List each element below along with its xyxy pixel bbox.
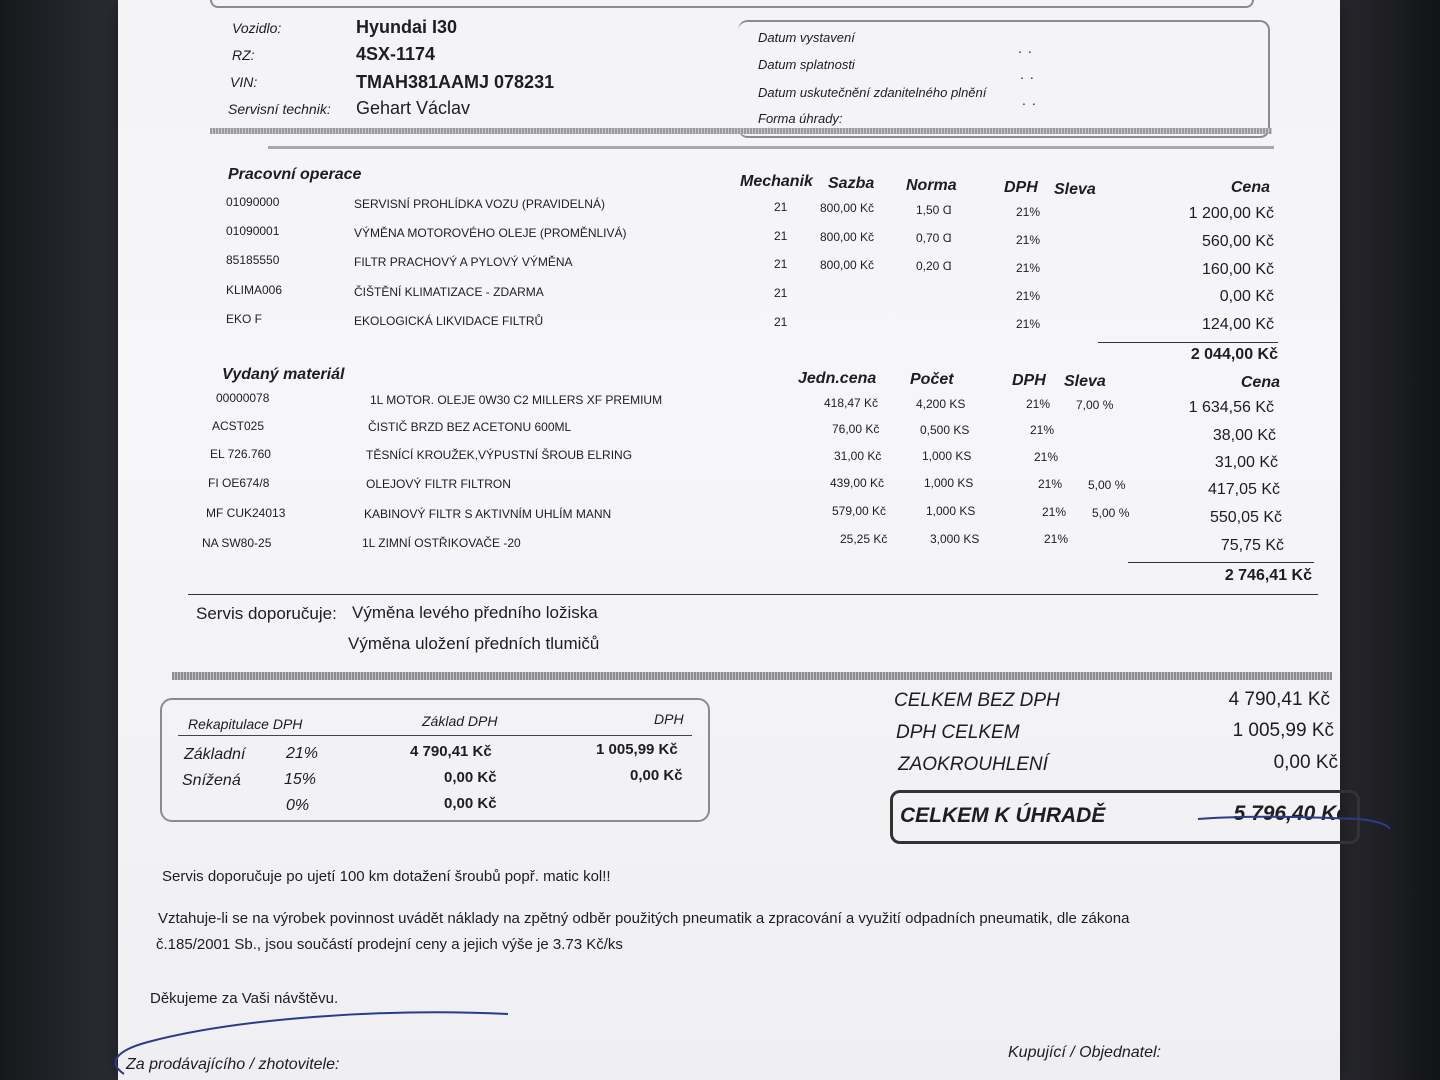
material-total: 2 746,41 Kč [1224,567,1312,584]
material-row-desc: ČISTIČ BRZD BEZ ACETONU 600ML [368,420,572,434]
recommend-line-2: Výměna uložení předních tlumičů [348,634,600,653]
total-due-value: 5 796,40 Kč [1233,802,1348,825]
material-row-unit-price: 31,00 Kč [834,449,882,463]
vat-row-base: 0,00 Kč [444,769,497,786]
work-row-code: 01090000 [226,195,280,209]
material-row-qty: 0,500 KS [920,423,970,437]
section-rule-work [268,146,1274,149]
material-row-price: 38,00 Kč [1212,427,1276,444]
work-row-code: 01090001 [226,224,280,238]
material-row-qty: 1,000 KS [924,476,974,490]
material-row-unit-price: 25,25 Kč [840,532,888,546]
vehicle-name: Hyundai I30 [356,17,458,37]
recommend-line-1: Výměna levého předního ložiska [352,603,598,622]
work-header-vat: DPH [1004,179,1038,196]
vat-row-base: 4 790,41 Kč [410,743,492,760]
material-row-discount: 5,00 % [1088,478,1126,492]
work-row-norm: 1,50 Ɑ [916,203,952,217]
material-row-code: NA SW80-25 [202,536,272,550]
material-row-unit-price: 439,00 Kč [830,476,885,490]
top-frame [210,0,1254,8]
work-row-vat: 21% [1016,261,1041,275]
work-row-desc: EKOLOGICKÁ LIKVIDACE FILTRŮ [354,314,544,328]
material-header-qty: Počet [910,371,954,388]
material-row-vat: 21% [1026,397,1051,411]
recommend-rule [188,594,1318,595]
technician-name: Gehart Václav [356,98,471,118]
material-row-desc: TĚSNÍCÍ KROUŽEK,VÝPUSTNÍ ŠROUB ELRING [366,448,633,462]
work-header-price: Cena [1230,179,1270,196]
vat-summary-title: Rekapitulace DPH [188,716,303,732]
material-header-unit: Jedn.cena [798,370,877,387]
summary-rule [172,672,1332,680]
material-header-discount: Sleva [1064,373,1106,390]
material-row-price: 75,75 Kč [1220,537,1284,554]
material-row-qty: 4,200 KS [916,397,966,411]
vat-summary-header-rule [178,735,692,736]
work-row-desc: SERVISNÍ PROHLÍDKA VOZU (PRAVIDELNÁ) [354,197,605,211]
material-row-unit-price: 579,00 Kč [832,504,887,518]
material-row-vat: 21% [1044,532,1069,546]
work-row-desc: ČIŠTĚNÍ KLIMATIZACE - ZDARMA [354,285,544,299]
material-row-code: 00000078 [216,391,270,405]
material-row-unit-price: 418,47 Kč [824,396,879,410]
material-row-desc: 1L ZIMNÍ OSTŘIKOVAČE -20 [362,536,521,550]
work-row-code: 85185550 [226,253,280,267]
date-due-dots: .. [1020,66,1040,82]
seller-signature-label: Za prodávajícího / zhotovitele: [126,1056,340,1073]
work-row-desc: VÝMĚNA MOTOROVÉHO OLEJE (PROMĚNLIVÁ) [354,226,627,240]
date-issued-dots: .. [1018,40,1038,56]
material-row-code: MF CUK24013 [206,506,286,520]
work-row-mechanic: 21 [774,315,788,329]
work-header-mechanic: Mechanik [740,173,813,190]
work-row-mechanic: 21 [774,257,788,271]
rounding-label: ZAOKROUHLENÍ [898,754,1048,775]
work-row-price: 1 200,00 Kč [1188,205,1274,222]
vat-row-name: Základní [184,746,246,763]
label-rz: RZ: [232,47,255,63]
total-vat-label: DPH CELKEM [896,722,1020,743]
material-row-price: 417,05 Kč [1207,481,1280,498]
note-thanks: Děkujeme za Vaši návštěvu. [150,990,339,1007]
material-row-desc: 1L MOTOR. OLEJE 0W30 C2 MILLERS XF PREMIUM [370,393,663,407]
work-title: Pracovní operace [228,166,362,183]
material-row-desc: KABINOVÝ FILTR S AKTIVNÍM UHLÍM MANN [364,507,612,521]
note-tyres-line-2: č.185/2001 Sb., jsou součástí prodejní ceny a jejich výše je 3.73 Kč/ks [156,936,623,953]
recommend-label: Servis doporučuje: [196,604,337,623]
rounding-value: 0,00 Kč [1273,752,1338,773]
vat-row-name: Snížená [182,772,241,789]
registration-plate: 4SX-1174 [356,44,436,64]
total-due-label: CELKEM K ÚHRADĚ [900,804,1106,827]
material-row-vat: 21% [1042,505,1067,519]
work-row-price: 160,00 Kč [1201,261,1274,278]
note-wheel-bolts: Servis doporučuje po ujetí 100 km dotažení šroubů popř. matic kol!! [162,868,611,885]
work-total: 2 044,00 Kč [1190,346,1278,363]
material-row-vat: 21% [1038,477,1063,491]
label-payment: Forma úhrady: [758,111,843,126]
total-no-vat-label: CELKEM BEZ DPH [894,690,1060,711]
material-row-price: 1 634,56 Kč [1188,399,1274,416]
label-date-issued: Datum vystavení [758,30,855,45]
vat-row-rate: 15% [284,771,317,788]
work-row-desc: FILTR PRACHOVÝ A PYLOVÝ VÝMĚNA [354,255,573,269]
label-vin: VIN: [230,74,258,90]
work-row-rate: 800,00 Kč [820,230,875,244]
material-row-price: 31,00 Kč [1214,454,1278,471]
label-vehicle: Vozidlo: [232,20,282,36]
material-row-vat: 21% [1030,423,1055,437]
work-row-mechanic: 21 [774,229,788,243]
vat-row-vat: 0,00 Kč [630,767,683,784]
buyer-signature-label: Kupující / Objednatel: [1008,1044,1161,1061]
pen-underline-icon [1188,805,1398,837]
work-header-rate: Sazba [828,175,875,192]
material-total-rule [1128,562,1314,563]
work-header-discount: Sleva [1054,181,1096,198]
work-row-mechanic: 21 [774,200,788,214]
material-row-unit-price: 76,00 Kč [832,422,880,436]
material-header-price: Cena [1240,374,1280,391]
vat-row-rate: 0% [286,797,310,814]
material-row-code: FI OE674/8 [208,476,270,490]
work-row-norm: 0,70 Ɑ [916,231,952,245]
vin-number: TMAH381AAMJ 078231 [356,72,555,92]
material-row-discount: 7,00 % [1076,398,1114,412]
label-date-taxable: Datum uskutečnění zdanitelného plnění [758,85,987,100]
note-tyres-line-1: Vztahuje-li se na výrobek povinnost uvádět náklady na zpětný odběr použitých pneumatik a zpracování a využití odpadních pneumatik, dle zákona [158,910,1130,927]
material-header-vat: DPH [1012,372,1046,389]
work-row-vat: 21% [1016,205,1041,219]
work-row-vat: 21% [1016,317,1041,331]
work-row-rate: 800,00 Kč [820,201,875,215]
work-row-vat: 21% [1016,233,1041,247]
vat-row-vat: 1 005,99 Kč [596,741,678,758]
material-row-discount: 5,00 % [1092,506,1130,520]
work-row-price: 124,00 Kč [1201,316,1274,333]
work-row-code: EKO F [226,312,263,326]
vat-summary-vat-header: DPH [654,711,684,727]
work-row-price: 0,00 Kč [1219,288,1274,305]
material-title: Vydaný materiál [222,366,345,383]
work-header-norm: Norma [906,177,957,194]
work-row-norm: 0,20 Ɑ [916,259,952,273]
material-row-qty: 3,000 KS [930,532,980,546]
work-row-mechanic: 21 [774,286,788,300]
work-row-price: 560,00 Kč [1201,233,1274,250]
invoice-paper [118,0,1348,1080]
vat-row-rate: 21% [286,745,319,762]
material-row-qty: 1,000 KS [926,504,976,518]
vat-row-base: 0,00 Kč [444,795,497,812]
material-row-vat: 21% [1034,450,1059,464]
material-row-qty: 1,000 KS [922,449,972,463]
material-row-code: ACST025 [212,419,265,433]
material-row-code: EL 726.760 [210,447,271,461]
vat-summary-base-header: Základ DPH [422,713,498,729]
work-row-code: KLIMA006 [226,283,283,297]
date-taxable-dots: .. [1022,92,1042,108]
label-date-due: Datum splatnosti [758,57,855,72]
work-total-rule [1098,342,1278,343]
total-vat: 1 005,99 Kč [1232,720,1334,741]
material-row-desc: OLEJOVÝ FILTR FILTRON [366,477,511,491]
header-rule [210,128,1272,134]
work-row-vat: 21% [1016,289,1041,303]
work-row-rate: 800,00 Kč [820,258,875,272]
total-no-vat: 4 790,41 Kč [1228,689,1330,710]
label-technician: Servisní technik: [228,101,331,117]
material-row-price: 550,05 Kč [1209,509,1282,526]
